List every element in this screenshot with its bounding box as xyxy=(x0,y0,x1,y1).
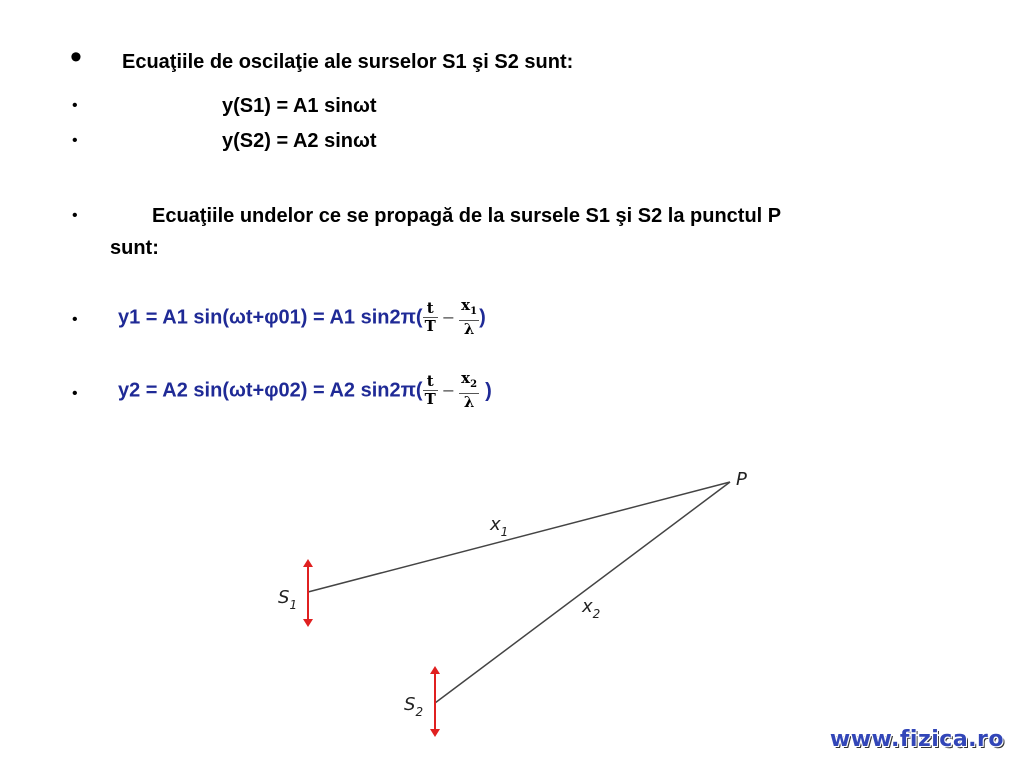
bullet: • xyxy=(72,311,78,328)
waves-intro-line1: Ecuaţiile undelor ce se propagă de la sursele S1 şi S2 la punctul P xyxy=(152,205,782,227)
bullet: • xyxy=(72,385,78,402)
bullet: • xyxy=(70,38,82,76)
y2-expression: y2 = A2 sin(ωt+φ02) = A2 sin2π( xyxy=(118,379,423,402)
y1-expression: y1 = A1 sin(ωt+φ01) = A1 sin2π( xyxy=(118,306,423,329)
close-paren: ) xyxy=(479,306,486,329)
equation-s1: y(S1) = A1 sinωt xyxy=(222,95,377,117)
distance-x2-label: $x_2$ xyxy=(582,596,601,621)
fraction-t-over-T: $\frac{t}{T}$ xyxy=(424,299,436,335)
path-x2-line xyxy=(435,482,730,703)
bullet: • xyxy=(72,207,78,224)
path-x1-line xyxy=(308,482,730,592)
bullet: • xyxy=(72,132,78,149)
close-paren: ) xyxy=(485,379,492,402)
source-s1-label: $S_1$ xyxy=(278,587,298,612)
fraction-x2-over-lambda: $\frac{x_2}{\lambda}$ xyxy=(461,369,478,411)
watermark-link[interactable]: www.fizica.ro xyxy=(829,727,1004,752)
source-s2-label: $S_2$ xyxy=(404,694,424,719)
equation-s2: y(S2) = A2 sinωt xyxy=(222,130,377,152)
minus-sign: − xyxy=(441,307,456,327)
waves-intro-line2: sunt: xyxy=(110,237,159,259)
distance-x1-label: $x_1$ xyxy=(490,514,509,539)
heading: Ecuaţiile de oscilaţie ale surselor S1 şi S2 sunt: xyxy=(122,51,574,73)
point-p-label: P xyxy=(736,469,747,490)
fraction-t-over-T: $\frac{t}{T}$ xyxy=(424,372,436,408)
bullet: • xyxy=(72,97,78,114)
fraction-x1-over-lambda: $\frac{x_1}{\lambda}$ xyxy=(461,296,478,338)
minus-sign: − xyxy=(441,380,456,400)
